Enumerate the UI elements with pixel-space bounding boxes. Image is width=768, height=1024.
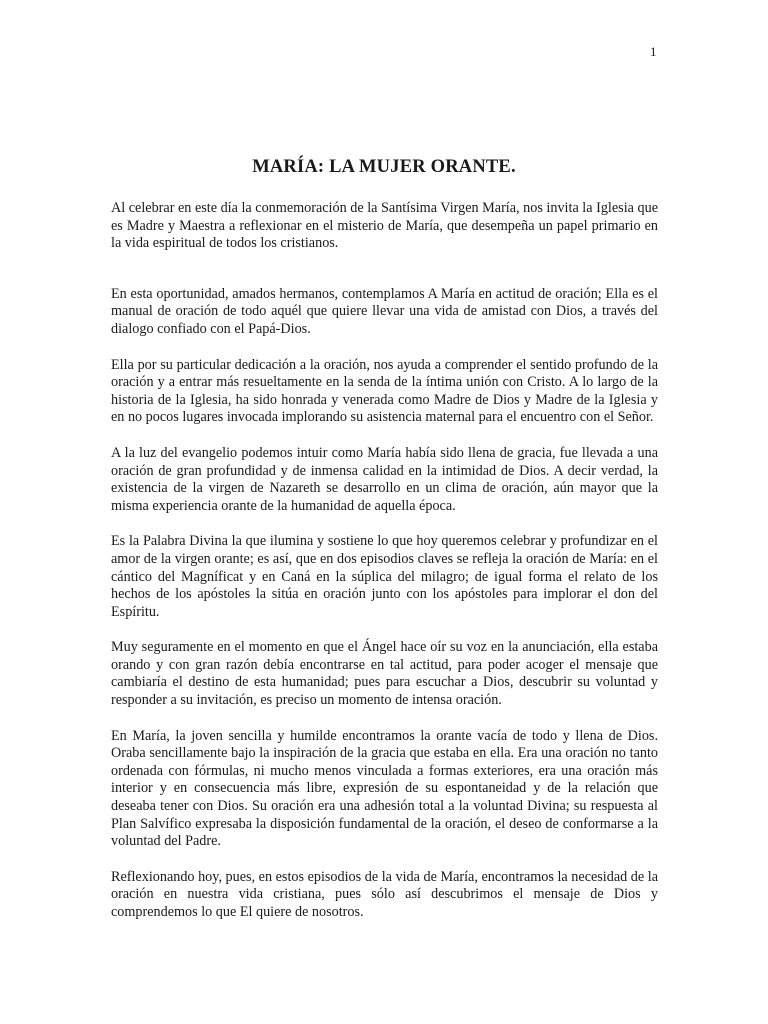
- page-number: 1: [650, 44, 657, 59]
- paragraph-6: Muy seguramente en el momento en que el Ángel hace oír su voz en la anunciación, ella estaba orando y con gran razón debía encontrarse en tal actitud, para poder acoger el mensaje que cambiaría el destino de esta humanidad; pues para escuchar a Dios, descubrir su voluntad y responder a su invitación, es preciso un momento de intensa oración.: [111, 639, 658, 709]
- paragraph-3: Ella por su particular dedicación a la oración, nos ayuda a comprender el sentido profundo de la oración y a entrar más resueltamente en la senda de la íntima unión con Cristo. A lo largo de la historia de la Iglesia, ha sido honrada y venerada como Madre de Dios y Madre de la Iglesia y en no pocos lugares invocada implorando su asistencia maternal para el encuentro con el Señor.: [111, 356, 658, 426]
- paragraph-8: Reflexionando hoy, pues, en estos episodios de la vida de María, encontramos la necesidad de la oración en nuestra vida cristiana, pues sólo así descubrimos el mensaje de Dios y comprendemos lo que El quiere de nosotros.: [111, 868, 658, 920]
- paragraph-1: Al celebrar en este día la conmemoración de la Santísima Virgen María, nos invita la Iglesia que es Madre y Maestra a reflexionar en el misterio de María, que desempeña un papel primario en la vida espiritual de todos los cristianos.: [111, 200, 658, 252]
- document-body: [111, 200, 658, 922]
- paragraph-7: En María, la joven sencilla y humilde encontramos la orante vacía de todo y llena de Dios. Oraba sencillamente bajo la inspiración de la gracia que estaba en ella. Era una oración no tanto ordenada con fórmulas, ni mucho menos vinculada a formas exteriores, era una oración más interior y en consecuencia más libre, expresión de su espontaneidad y de la relación que deseaba tener con Dios. Su oración era una adhesión total a la voluntad Divina; su respuesta al Plan Salvífico expresaba la disposición fundamental de la oración, el deseo de conformarse a la voluntad del Padre.: [111, 727, 658, 850]
- paragraph-4: A la luz del evangelio podemos intuir como María había sido llena de gracia, fue llevada a una oración de gran profundidad y de inmensa calidad en la intimidad de Dios. A decir verdad, la existencia de la virgen de Nazareth se desarrollo en un clima de oración, aún mayor que la misma experiencia orante de la humanidad de aquella época.: [111, 444, 658, 514]
- paragraph-5: Es la Palabra Divina la que ilumina y sostiene lo que hoy queremos celebrar y profundizar en el amor de la virgen orante; es así, que en dos episodios claves se refleja la oración de María: en el cántico del Magníficat y en Caná en la súplica del milagro; de igual forma el relato de los hechos de los apóstoles la sitúa en oración junto con los apóstoles para implorar el don del Espíritu.: [111, 533, 658, 620]
- paragraph-2: En esta oportunidad, amados hermanos, contemplamos A María en actitud de oración; Ella es el manual de oración de todo aquél que quiere llevar una vida de amistad con Dios, a través del dialogo confiado con el Papá-Dios.: [111, 285, 658, 337]
- document-title: MARÍA: LA MUJER ORANTE.: [252, 157, 516, 177]
